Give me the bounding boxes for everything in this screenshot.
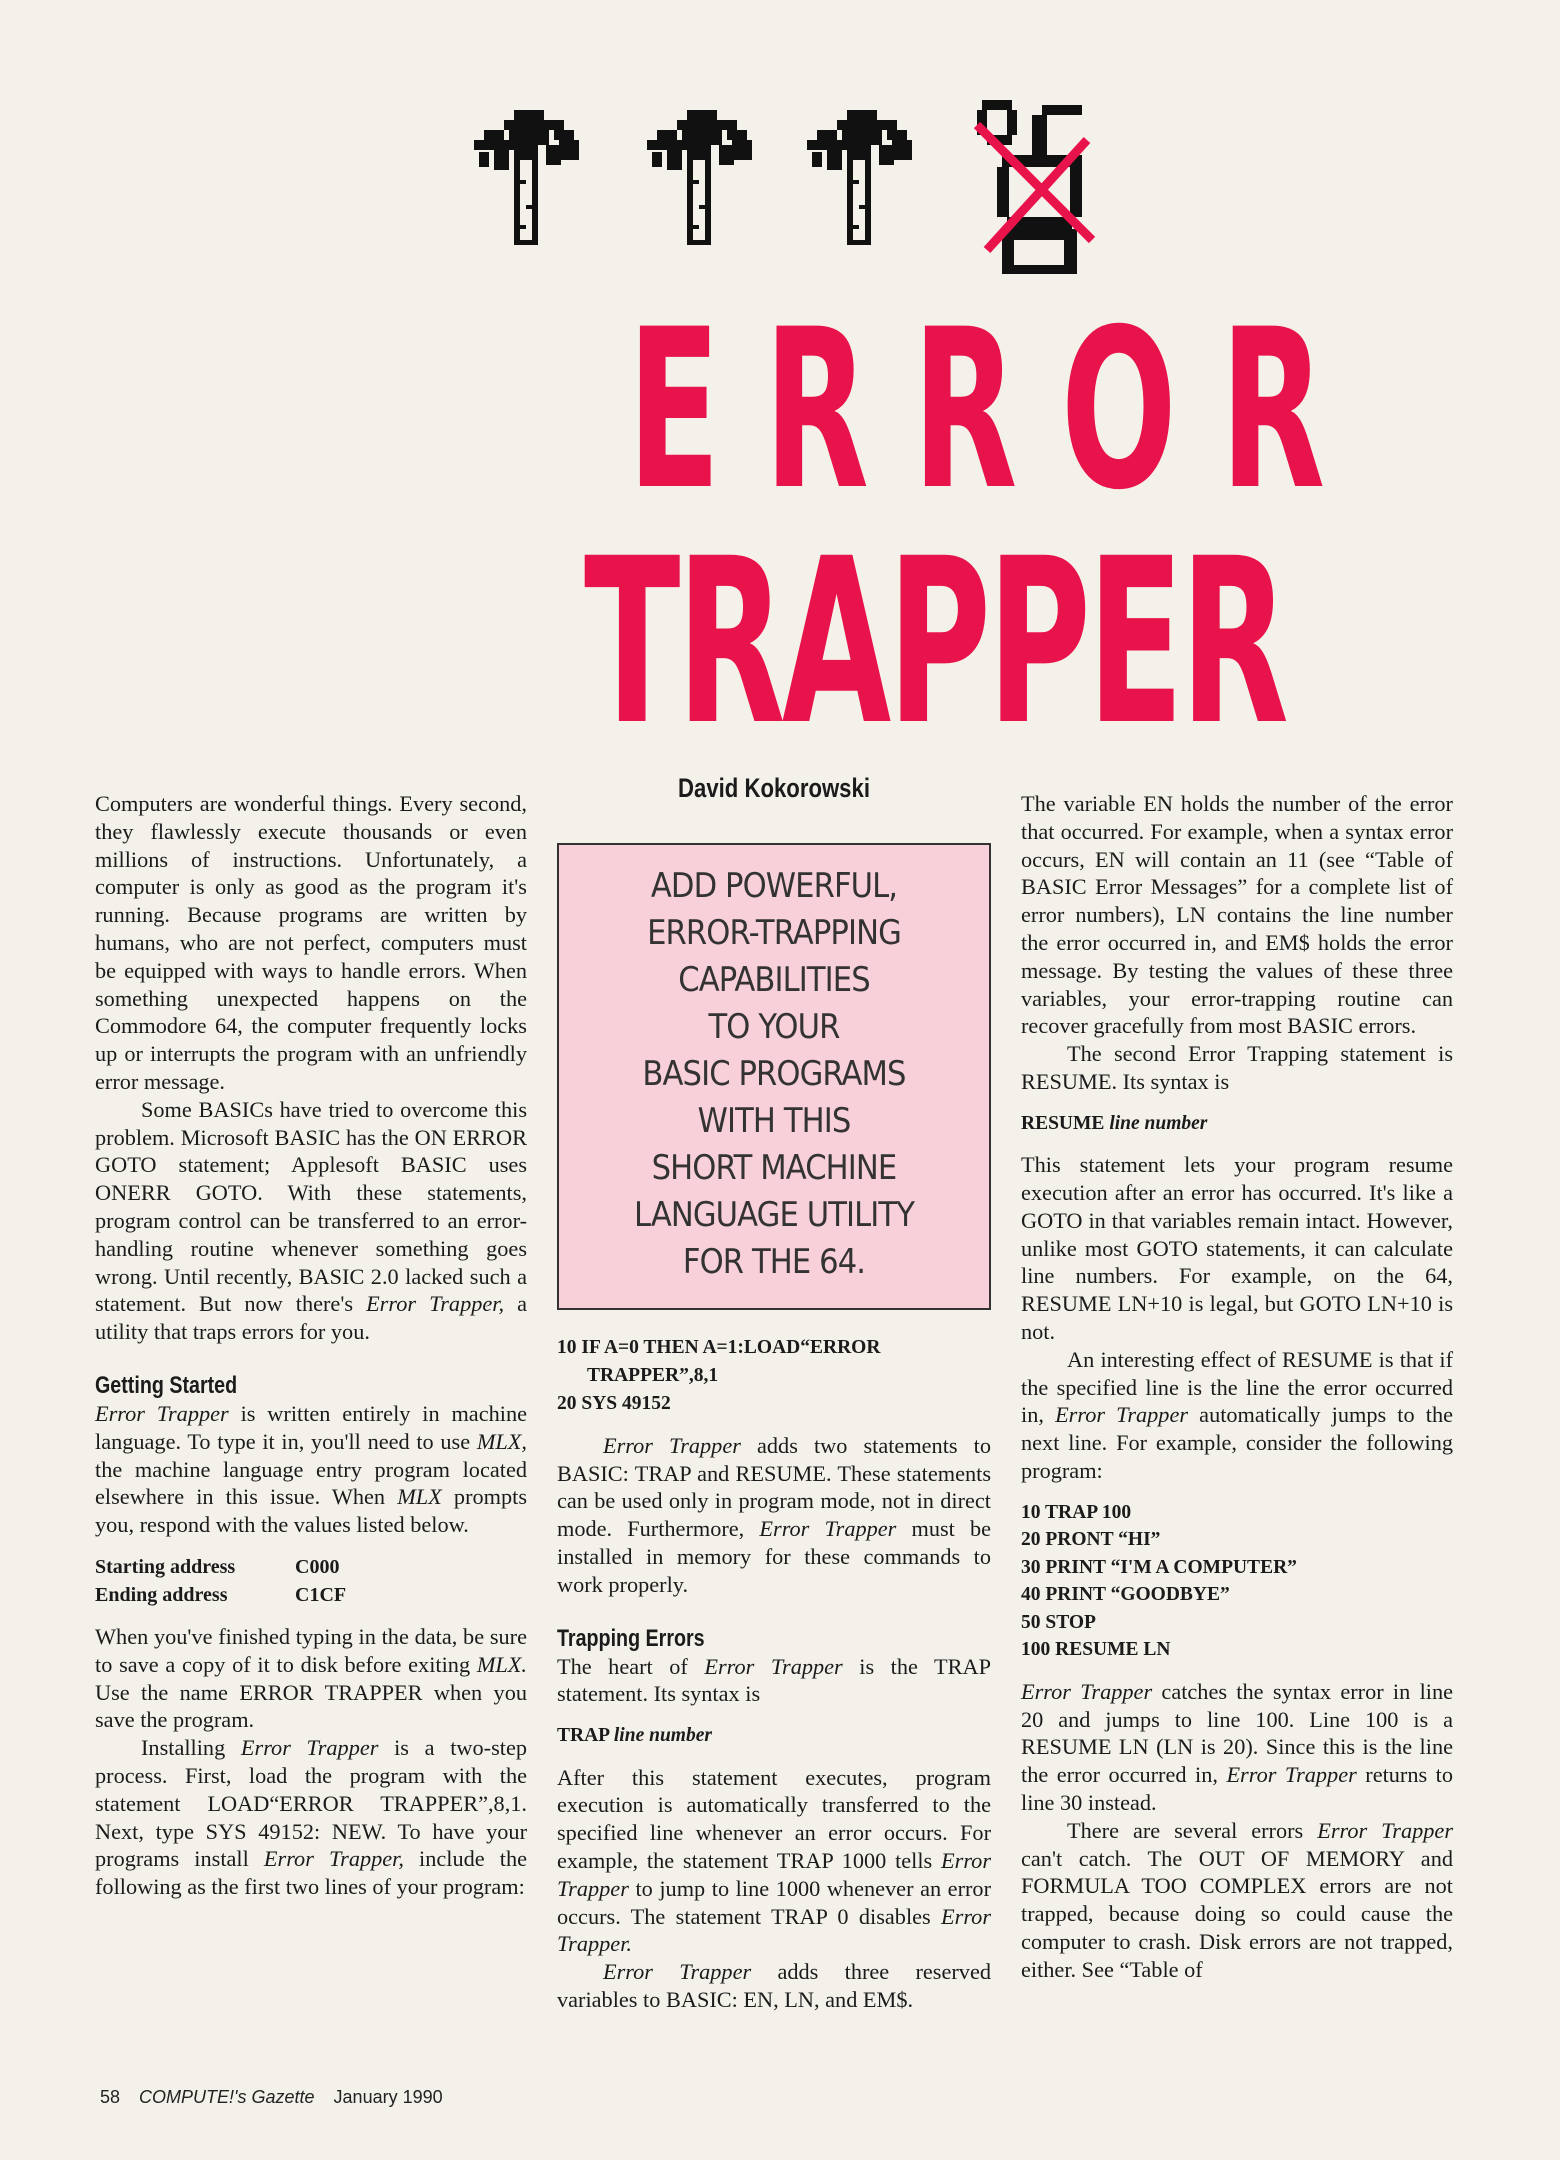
code-line: 30 PRINT “I'M A COMPUTER” (1021, 1556, 1297, 1578)
title-line-1: ERROR (627, 282, 1369, 538)
palm-tree-icon (474, 110, 579, 245)
code-listing (1021, 1499, 1453, 1664)
code-listing (557, 1334, 991, 1418)
section-heading: Getting Started (95, 1371, 238, 1399)
code-line: 100 RESUME LN (1021, 1639, 1171, 1661)
end-address-value: C1CF (295, 1583, 347, 1606)
column-3 (1021, 790, 1453, 1984)
code-line: TRAPPER”,8,1 (587, 1364, 719, 1386)
code-line: 10 TRAP 100 (1021, 1501, 1132, 1523)
page-footer (100, 2087, 457, 2108)
column-1 (95, 790, 527, 1901)
paragraph: Error Trapper catches the syntax error in line 20 and jumps to line 100. Line 100 is a RESUME LN (LN is 20). Since this is the line the error occurred in, Error Trapper returns to line 30 instead. (1021, 1678, 1454, 1816)
title-line-2: TRAPPER (584, 509, 1286, 775)
paragraph: Error Trapper adds two statements to BASIC: TRAP and RESUME. These statements can be used only in program mode, not in direct mode. Furthermore, Error Trapper must be installed in memory for these commands to work properly. (557, 1432, 992, 1597)
code-line: 40 PRINT “GOODBYE” (1021, 1584, 1230, 1606)
page-number: 58 (100, 2087, 121, 2107)
syntax-line: RESUME line number (1021, 1112, 1208, 1134)
callout-box (557, 843, 991, 1310)
crossed-out-bug-icon (977, 100, 1092, 274)
callout-line: SHORT MACHINE (651, 1147, 897, 1188)
paragraph: The variable EN holds the number of the error that occurred. For example, when a syntax error occurs, EN will contain an 11 (see “Table of BASIC Error Messages” for a complete list of error numbers), LN contains the line number the error occurred in, and EM$ holds the error message. By testing the values of these three variables, your error-trapping routine can recover gracefully from most BASIC errors. (1021, 791, 1453, 1039)
palm-tree-icon (807, 110, 912, 245)
callout-line: WITH THIS (697, 1100, 851, 1141)
code-line: 20 PRONT “HI” (1021, 1529, 1161, 1551)
code-line: 20 SYS 49152 (557, 1392, 671, 1414)
callout-line: ERROR-TRAPPING (647, 912, 901, 953)
byline: David Kokorowski (678, 773, 870, 803)
paragraph: Installing Error Trapper is a two-step process. First, load the program with the statement LOAD“ERROR TRAPPER”,8,1. Next, type SYS 49152: NEW. To have your programs install Error Trapper, include the following as the first two lines of your program: (95, 1735, 527, 1900)
paragraph: This statement lets your program resume execution after an error has occurred. It's like a GOTO in that variables remain intact. However, unlike most GOTO statements, it can calculate line numbers. For example, on the 64, RESUME LN+10 is legal, but GOTO LN+10 is not. (1021, 1152, 1453, 1345)
paragraph: Error Trapper adds three reserved variables to BASIC: EN, LN, and EM$. (557, 1959, 991, 2013)
callout-line: FOR THE 64. (682, 1241, 866, 1282)
paragraph: The heart of Error Trapper is the TRAP statement. Its syntax is (557, 1653, 992, 1707)
palm-tree-icon (647, 110, 752, 245)
code-line: 10 IF A=0 THEN A=1:LOAD“ERROR (557, 1336, 881, 1358)
paragraph: Some BASICs have tried to overcome this problem. Microsoft BASIC has the ON ERROR GOTO statement; Applesoft BASIC uses ONERR GOTO. With these statements, program control can be transferred to an error-handling routine whenever something goes wrong. Until recently, BASIC 2.0 lacked such a statement. But now there's Error Trapper, a utility that traps errors for you. (95, 1096, 527, 1345)
callout-line: LANGUAGE UTILITY (633, 1194, 915, 1235)
paragraph: When you've finished typing in the data, be sure to save a copy of it to disk before exiting MLX. Use the name ERROR TRAPPER when you save the program. (95, 1623, 527, 1733)
header-icons (462, 98, 1102, 278)
callout-line: CAPABILITIES (678, 959, 870, 1000)
column-2 (557, 775, 991, 2014)
code-line: 50 STOP (1021, 1611, 1096, 1633)
paragraph: There are several errors Error Trapper can't catch. The OUT OF MEMORY and FORMULA TOO COMPLEX errors are not trapped, because doing so could cause the computer to crash. Disk errors are not trapped, either. See “Table of (1021, 1817, 1454, 1982)
paragraph: After this statement executes, program execution is automatically transferred to the specified line whenever an error occurs. For example, the statement TRAP 1000 tells Error Trapper to jump to line 1000 whenever an error occurs. The statement TRAP 0 disables Error Trapper. (557, 1764, 992, 1957)
callout-line: TO YOUR (708, 1006, 840, 1047)
end-address-label: Ending address (95, 1583, 228, 1606)
start-address-label: Starting address (95, 1555, 236, 1578)
address-table (95, 1553, 527, 1609)
magazine-name: COMPUTE!'s Gazette (139, 2087, 315, 2107)
callout-line: BASIC PROGRAMS (642, 1053, 906, 1094)
header-icons-svg (462, 98, 1102, 278)
paragraph: Error Trapper is written entirely in machine language. To type it in, you'll need to use MLX, the machine language entry program located elsewhere in this issue. When MLX prompts you, respond with the values listed below. (95, 1400, 528, 1538)
callout-line: ADD POWERFUL, (650, 865, 898, 906)
paragraph: Computers are wonderful things. Every second, they flawlessly execute thousands or even millions of instructions. Unfortunately, a computer is only as good as the program it's running. Because programs are written by humans, who are not perfect, computers must be equipped with ways to handle errors. When something unexpected happens on the Commodore 64, the computer frequently locks up or interrupts the program with an unfriendly error message. (95, 791, 527, 1094)
paragraph: An interesting effect of RESUME is that if the specified line is the line the error occurred in, Error Trapper automatically jumps to the next line. For example, consider the following program: (1021, 1346, 1454, 1484)
paragraph: The second Error Trapping statement is RESUME. Its syntax is (1021, 1041, 1453, 1094)
issue-date: January 1990 (333, 2087, 443, 2107)
start-address-value: C000 (295, 1555, 340, 1578)
section-heading: Trapping Errors (557, 1624, 705, 1652)
syntax-line: TRAP line number (557, 1725, 712, 1747)
